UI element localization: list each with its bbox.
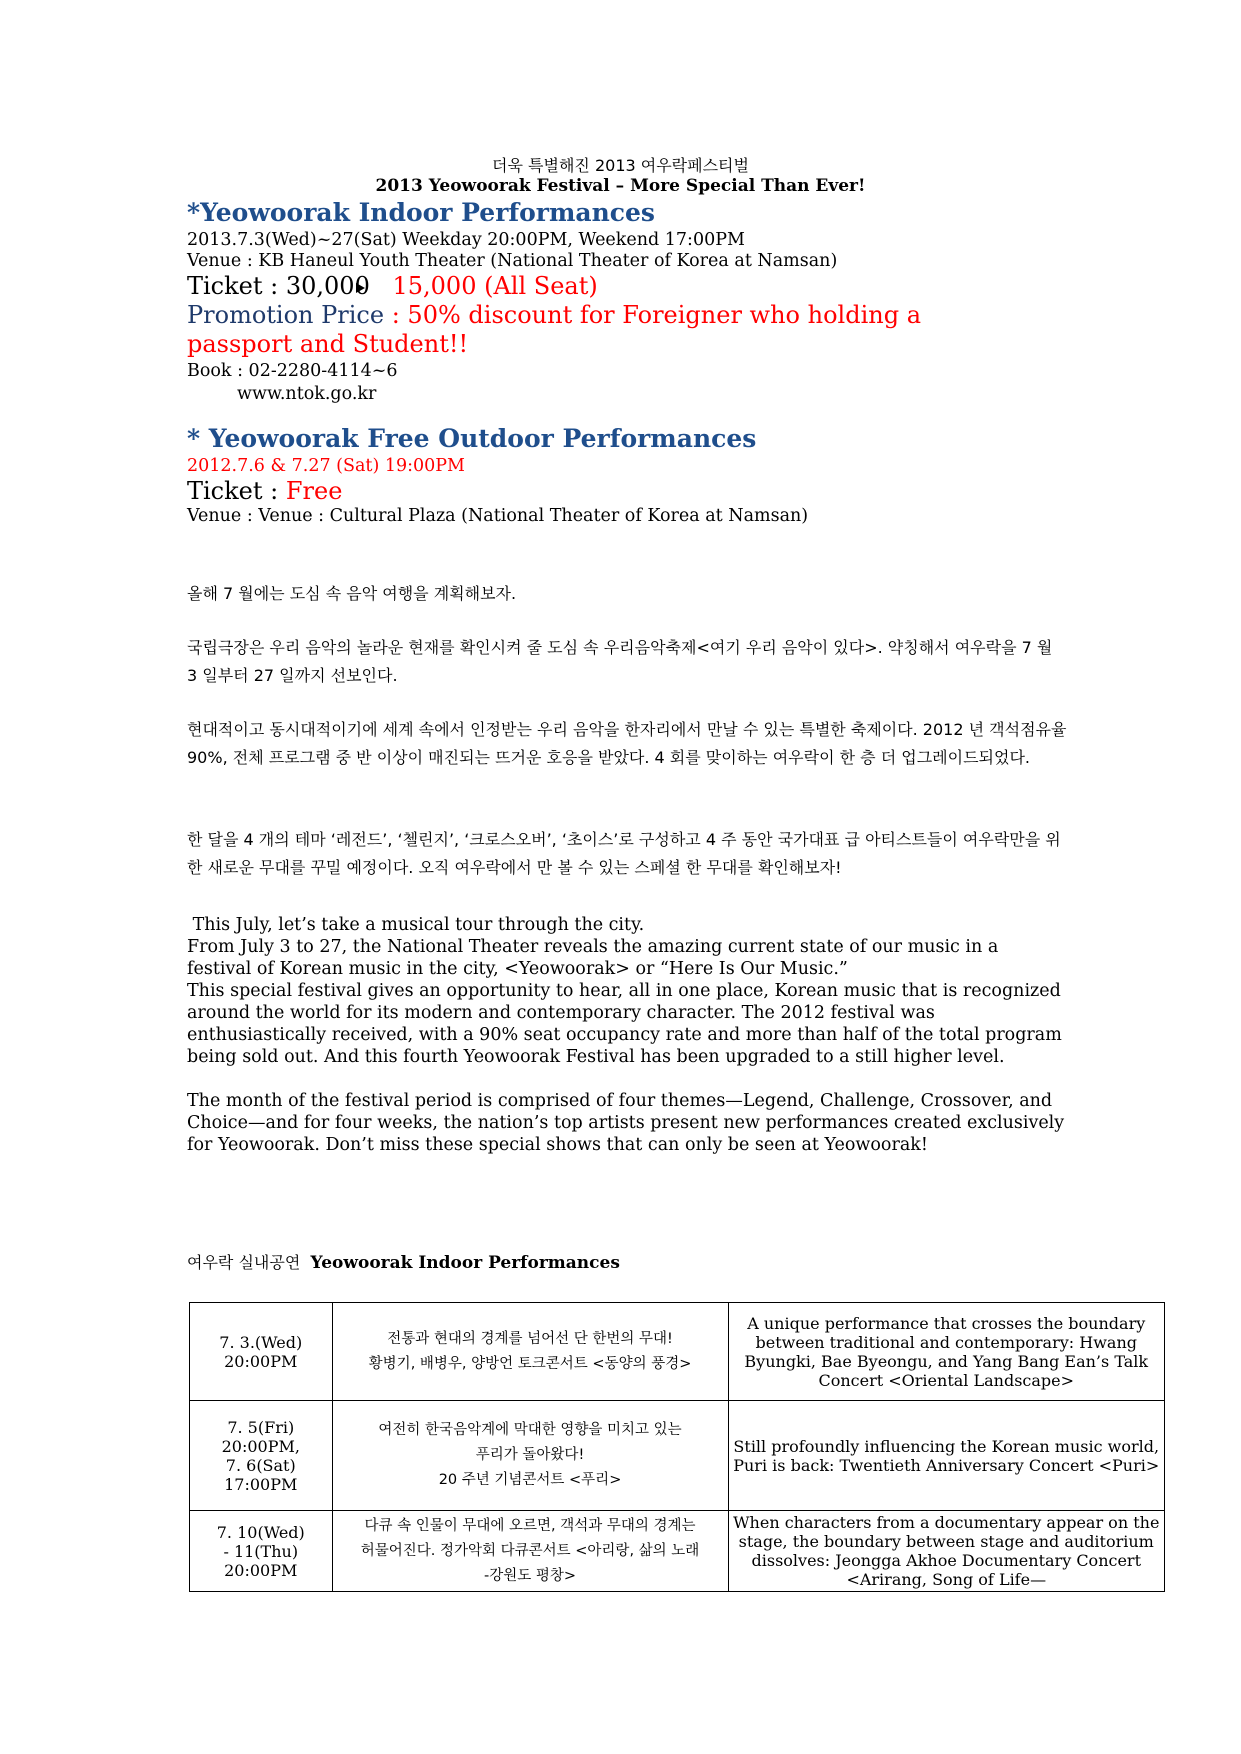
indoor-venue: Venue : KB Haneul Youth Theater (National Theater of Korea at Namsan) (187, 251, 838, 271)
date-cell (190, 1401, 333, 1511)
korean-paragraph: 국립극장은 우리 음악의 놀라운 현재를 확인시켜 줄 도심 속 우리음악축제<여기 우리 음악이 있다>. 약칭해서 여우락을 7 월 3 일부터 27 일까지 선보인다. (187, 638, 1053, 685)
english-paragraph: The month of the festival period is comprised of four themes—Legend, Challenge, Crossover, and Choice—and for four weeks, the nation’s top artists present new performances created exclusively for Yeowoorak. Don’t miss these special shows that can only be seen at Yeowoorak! (187, 1091, 1065, 1155)
korean-paragraph: 현대적이고 동시대적이기에 세계 속에서 인정받는 우리 음악을 한자리에서 만날 수 있는 특별한 축제이다. 2012 년 객석점유율 90%, 전체 프로그램 중 반 이상이 매진되는 뜨거운 호응을 받았다. 4 회를 맞이하는 여우락이 한 층 더 업그레이드되었다. (187, 720, 1067, 767)
date-line: 20:00PM (224, 1351, 298, 1371)
english-paragraph: From July 3 to 27, the National Theater reveals the amazing current state of our music in a festival of Korean music in the city, <Yeowoorak> or “Here Is Our Music.” (187, 937, 999, 979)
title-korean: 더욱 특별해진 2013 여우락페스티벌 (492, 156, 749, 175)
date-line: 20:00PM, (221, 1436, 300, 1456)
website-link[interactable]: www.ntok.go.kr (237, 384, 377, 404)
outdoor-heading: * Yeowoorak Free Outdoor Performances (187, 424, 757, 453)
ticket-original-price: Ticket : 30,000 (187, 272, 370, 300)
date-cell (190, 1511, 333, 1592)
table-title (187, 1250, 620, 1273)
promotion-text-1: : 50% discount for Foreigner who holding a (391, 301, 921, 329)
korean-line: 전통과 현대의 경계를 넘어선 단 한번의 무대! (387, 1330, 673, 1347)
english-paragraph: This special festival gives an opportunity to hear, all in one place, Korean music that is recognized around the world for its modern and contemporary character. The 2012 festival was enthusiastically received, with a 90% seat occupancy rate and more than half of the total program being sold out. And this fourth Yeowoorak Festival has been upgraded to a still higher level. (187, 981, 1062, 1067)
ticket-discount-price: 15,000 (All Seat) (392, 272, 598, 300)
outdoor-venue: Venue : Venue : Cultural Plaza (National Theater of Korea at Namsan) (187, 506, 809, 526)
date-line: 7. 3.(Wed) (219, 1332, 303, 1352)
outdoor-ticket (187, 477, 342, 505)
arrow-right-icon (356, 283, 365, 293)
korean-line: 황병기, 배병우, 양방언 토크콘서트 <동양의 풍경> (368, 1355, 692, 1372)
date-line: 17:00PM (224, 1474, 298, 1494)
performance-table (189, 1302, 1165, 1592)
korean-paragraph: 올해 7 월에는 도심 속 음악 여행을 계획해보자. (187, 584, 517, 603)
outdoor-ticket-label: Ticket : (187, 477, 279, 505)
english-description-cell: Still profoundly influencing the Korean music world, Puri is back: Twentieth Anniversary Concert <Puri> (728, 1401, 1164, 1511)
english-paragraph: This July, let’s take a musical tour through the city. (187, 915, 645, 935)
promotion-label: Promotion Price (187, 301, 385, 329)
date-line: 7. 5(Fri) (227, 1417, 295, 1437)
outdoor-dates: 2012.7.6 & 7.27 (Sat) 19:00PM (187, 456, 465, 476)
korean-line: 다큐 속 인물이 무대에 오르면, 객석과 무대의 경계는 (364, 1517, 696, 1534)
indoor-ticket (187, 272, 598, 300)
promotion-text-2: passport and Student!! (187, 330, 469, 358)
date-line: 7. 10(Wed) (216, 1522, 305, 1542)
date-cell (190, 1303, 333, 1401)
date-line: 20:00PM (224, 1560, 298, 1580)
korean-line: -강원도 평창> (484, 1567, 577, 1584)
korean-line: 20 주년 기념콘서트 <푸리> (438, 1472, 622, 1488)
date-line: - 11(Thu) (223, 1541, 299, 1561)
promotion-line-1 (187, 301, 921, 329)
korean-description-cell (332, 1401, 728, 1511)
table-title-korean: 여우락 실내공연 (187, 1253, 301, 1272)
korean-description-cell (332, 1303, 728, 1401)
table-title-english: Yeowoorak Indoor Performances (310, 1253, 620, 1273)
table-row (190, 1401, 1165, 1511)
indoor-heading: *Yeowoorak Indoor Performances (187, 198, 656, 227)
table-row (190, 1303, 1165, 1401)
indoor-dates: 2013.7.3(Wed)~27(Sat) Weekday 20:00PM, Weekend 17:00PM (187, 230, 745, 250)
korean-line: 푸리가 돌아왔다! (475, 1447, 585, 1463)
title-english: 2013 Yeowoorak Festival – More Special Than Ever! (375, 176, 866, 196)
korean-description-cell (332, 1511, 728, 1592)
korean-line: 여전히 한국음악계에 막대한 영향을 미치고 있는 (378, 1422, 682, 1438)
english-description-cell: A unique performance that crosses the boundary between traditional and contemporary: Hwang Byungki, Bae Byeongu, and Yang Bang Ean’s Talk Concert <Oriental Landscape> (728, 1303, 1164, 1401)
table-row (190, 1511, 1165, 1592)
booking-phone: Book : 02-2280-4114~6 (187, 361, 398, 381)
korean-paragraph: 한 달을 4 개의 테마 ‘레전드’, ‘첼린지’, ‘크로스오버’, ‘초이스’로 구성하고 4 주 동안 국가대표 급 아티스트들이 여우락만을 위한 새로운 무대를 꾸밀 예정이다. 오직 여우락에서 만 볼 수 있는 스페셜 한 무대를 확인해보자! (187, 830, 1061, 877)
english-description-cell: When characters from a documentary appear on the stage, the boundary between stage and auditorium dissolves: Jeongga Akhoe Documentary Concert <Arirang, Song of Life— (728, 1511, 1164, 1592)
date-line: 7. 6(Sat) (225, 1455, 296, 1475)
outdoor-ticket-value: Free (285, 477, 343, 505)
korean-line: 허물어진다. 정가악회 다큐콘서트 <아리랑, 삶의 노래 (360, 1542, 700, 1559)
